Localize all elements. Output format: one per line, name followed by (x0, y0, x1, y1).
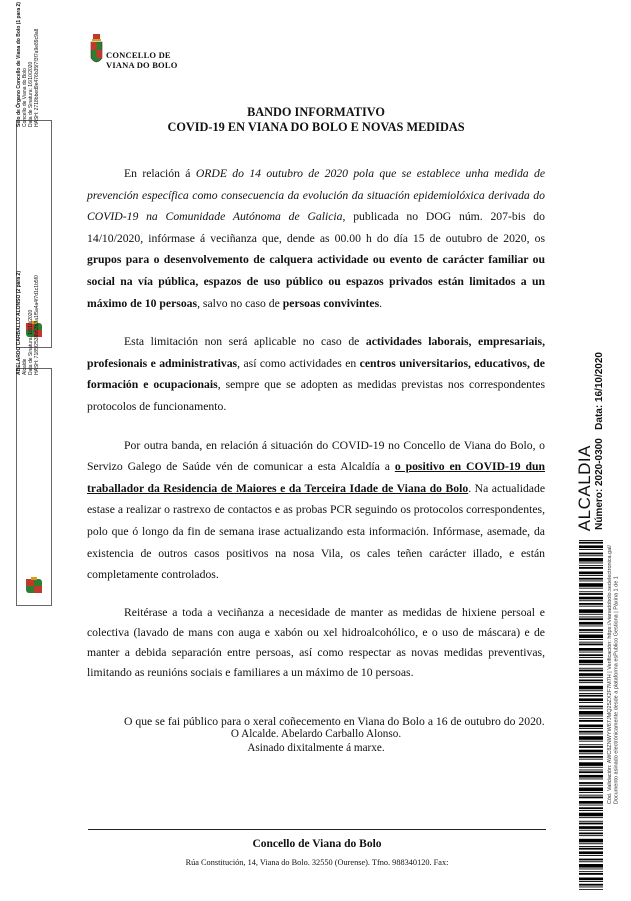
stamp-1-line-3: Data de Sinatura: 16/10/2020 (28, 61, 34, 127)
p1-order-reference: ORDE do 14 outubro de 2020 pola que se establece unha medida de prevención específica como consecuencia da evolución da situación epidemiolóxica derivada do COVID-19 na Comunidade Autónoma de Galicia (87, 167, 546, 224)
paragraph-2 (87, 331, 545, 417)
stamp-2-line-4: HASH: 7185f2538b53b3a1f5a4a4f7d1c1b5f0 (34, 275, 40, 375)
p1-text-g: . (379, 296, 383, 310)
title-line-1: BANDO INFORMATIVO (247, 105, 385, 119)
p3-text-c: . Na actualidade estase a realizar o rastrexo de contactos e as probas PCR seguindo os protocolos correspondentes, polo que ó longo da fin de semana irase actualizando esta información. Infórmase, asemade, da existencia de outros casos positivos na nosa Vila, os cales teñen carácter illado, e están completamente controlados. (87, 481, 546, 582)
validation-line-2: Documento asinado electrónicamente desde a plataforma esPublico Gestiona | Páxina 1 de 1 (613, 576, 620, 805)
paragraph-3 (87, 435, 545, 586)
p2-text-a: Esta limitación non será aplicable no caso de (124, 335, 366, 349)
validation-text (607, 545, 621, 804)
registry-date: Data: 16/10/2020 (594, 352, 605, 430)
header-line-2: VIANA DO BOLO (106, 60, 178, 70)
p1-text-a: En relación á (124, 167, 196, 180)
p2-work-activities: actividades laborais, empresariais, profesionais e administrativas (87, 335, 545, 370)
signature-line-1: O Alcalde. Abelardo Carballo Alonso. (230, 728, 402, 740)
p1-text-e: , salvo no caso de (197, 296, 283, 310)
p2-text-c: , así como actividades en (237, 356, 360, 370)
municipality-name (106, 50, 178, 70)
registry-number: Número: 2020-0300 (594, 438, 605, 530)
stamp-1-line-1: Selo de Órgano Concello de Viana do Bolo (1 para 2) (16, 2, 22, 127)
paragraph-5: O que se fai público para o xeral coñecemento en Viana do Bolo a 16 de outubro do 2020. (124, 714, 545, 728)
document-title (90, 105, 542, 135)
stamp-2-text (16, 185, 40, 375)
stamp-2-line-3: Data de Sinatura: 16/10/2020 (28, 309, 34, 375)
p1-restriction: grupos para o desenvolvemento de calquera actividade ou evento de carácter familiar ou social na vía pública, espazos de uso público ou espazos privados están limitados a un máximo de 10 persoas (87, 253, 545, 310)
signature-stamp-2 (16, 271, 52, 606)
coat-of-arms-icon (90, 34, 103, 70)
stamp-1-text (16, 0, 40, 127)
title-line-2: COVID-19 EN VIANA DO BOLO E NOVAS MEDIDAS (167, 120, 465, 134)
paragraph-4: Reitérase a toda a veciñanza a necesidade de manter as medidas de hixiene persoal e colectiva (lavado de mans con auga e xabón ou xel hidroalcohólico, e o uso de máscara) e de manter a debida separación entre persoas, así como respectar as novas medidas preventivas, limitando as reunións sociais e familiares a un máximo de 10 persoas. (87, 605, 545, 679)
footer-divider (88, 829, 546, 830)
footer-title: Concello de Viana do Bolo (252, 838, 382, 850)
signature-block (90, 727, 542, 755)
seal-logo-icon (25, 577, 43, 595)
p3-positive-case: o positivo en COVID-19 dun traballador da Residencia de Maiores e da Terceira Idade de Viana do Bolo (87, 460, 545, 495)
stamp-2-line-2: Alcalde (22, 358, 28, 375)
header-line-1: CONCELLO DE (106, 50, 171, 60)
stamp-1-line-4: HASH: 2718bbed9e476b35f7f3f7a9e89c9a8 (34, 28, 40, 127)
document-body (87, 163, 545, 749)
registry-info (594, 352, 605, 530)
p3-text-a: Por outra banda, en relación á situación do COVID-19 no Concello de Viana do Bolo, o Servizo Galego de Saúde vén de comunicar a esta Alcaldía a (87, 438, 545, 474)
stamp-2-line-1: ABELARDO CARBALLO ALONSO (2 para 2) (16, 271, 22, 375)
barcode-icon (579, 540, 603, 890)
footer-address: Rúa Constitución, 14, Viana do Bolo. 32550 (Ourense). Tfno. 988340120. Fax: (185, 858, 449, 867)
stamp-1-line-2: Concello de Viana do Bolo (22, 68, 28, 127)
p2-text-e: , sempre que se adopten as medidas previstas nos correspondentes protocolos de funcionamento. (87, 378, 546, 413)
p1-text-c: , publicada no DOG núm. 207-bis do 14/10/2020, infórmase á veciñanza que, dende as 00.00 h do día 15 de outubro de 2020, os (87, 210, 545, 245)
p2-education-centres: centros universitarios, educativos, de formación e ocupacionais (87, 356, 545, 392)
p1-exception: persoas convivintes (282, 296, 380, 310)
validation-line-1: Cód. Validación: AWC8ZNWYW67JMQ25ZX2F7M7H | Verificación: https://vianadobolo.sedelectronica.gal/ (607, 545, 613, 805)
department-label: ALCALDIA (575, 445, 594, 532)
paragraph-1 (87, 163, 545, 314)
signature-line-2: Asinado dixitalmente á marxe. (247, 742, 385, 754)
